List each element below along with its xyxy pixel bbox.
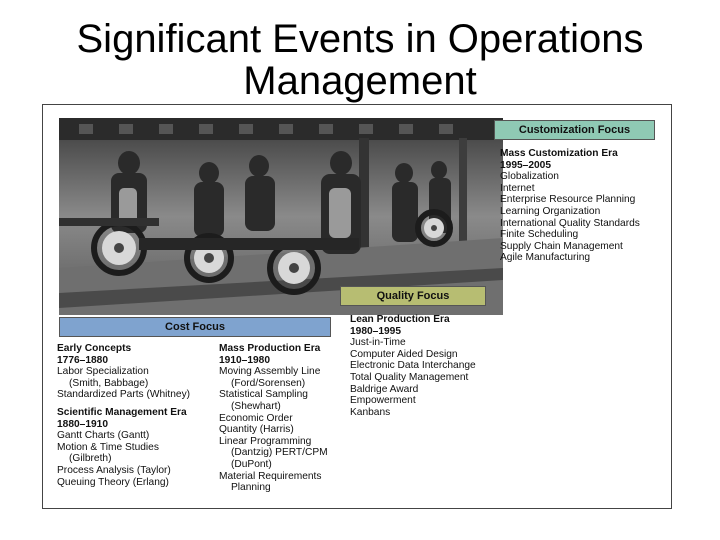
list-item: Economic Order [219, 412, 293, 424]
era-years: 1980–1995 [350, 325, 401, 337]
list-item: Computer Aided Design [350, 348, 458, 360]
era-years: 1910–1980 [219, 354, 270, 366]
timeline-figure [42, 104, 672, 509]
list-item: Material Requirements [219, 470, 322, 482]
era-title: Mass Customization Era [500, 148, 618, 159]
list-item: Queuing Theory (Erlang) [57, 476, 169, 488]
era-title: Early Concepts [57, 343, 132, 354]
list-item: Kanbans [350, 406, 391, 418]
list-item: Standardized Parts (Whitney) [57, 389, 191, 401]
early-concepts-column [57, 343, 232, 488]
list-item: Baldrige Award [350, 383, 419, 395]
era-years: 1880–1910 [57, 418, 108, 430]
list-item-sub: (Smith, Babbage) [69, 377, 149, 389]
list-item: Supply Chain Management [500, 240, 623, 252]
list-item: Motion & Time Studies [57, 441, 159, 453]
list-item: Enterprise Resource Planning [500, 194, 636, 206]
quality-focus-bar: Quality Focus [340, 286, 486, 306]
era-title: Mass Production Era [219, 343, 321, 354]
list-item: Internet [500, 182, 535, 194]
list-item: Statistical Sampling [219, 389, 308, 401]
list-item: Linear Programming [219, 435, 312, 447]
list-item: Gantt Charts (Gantt) [57, 430, 150, 442]
list-item: Moving Assembly Line [219, 366, 321, 378]
era-title: Scientific Management Era [57, 406, 187, 418]
list-item-sub: (Ford/Sorensen) [231, 377, 306, 389]
list-item: Electronic Data Interchange [350, 360, 476, 372]
slide-title [0, 18, 720, 102]
list-item-sub: (DuPont) [231, 458, 272, 470]
list-item: Empowerment [350, 395, 416, 407]
list-item: Labor Specialization [57, 366, 149, 378]
list-item: Learning Organization [500, 205, 601, 217]
list-item: Globalization [500, 171, 559, 183]
era-years: 1995–2005 [500, 159, 551, 171]
era-years: 1776–1880 [57, 354, 108, 366]
list-item: Just-in-Time [350, 337, 406, 349]
cost-focus-bar: Cost Focus [59, 317, 331, 337]
list-item-sub: (Shewhart) [231, 400, 281, 412]
mass-production-column [219, 343, 359, 494]
era-title: Lean Production Era [350, 314, 450, 325]
list-item: Agile Manufacturing [500, 252, 591, 264]
list-item: Total Quality Management [350, 371, 469, 383]
list-item: Process Analysis (Taylor) [57, 464, 171, 476]
lean-production-era [350, 314, 510, 418]
list-item-sub: Planning [231, 482, 271, 494]
list-item-sub: (Dantzig) PERT/CPM [231, 447, 328, 459]
customization-focus-bar: Customization Focus [494, 120, 655, 140]
list-item: International Quality Standards [500, 217, 640, 229]
title-line-2: Management [243, 59, 477, 103]
mass-customization-era [500, 148, 670, 264]
list-item: Quantity (Harris) [219, 424, 294, 436]
list-item-sub: (Gilbreth) [69, 453, 112, 465]
list-item: Finite Scheduling [500, 229, 579, 241]
title-line-1: Significant Events in Operations [76, 17, 644, 61]
